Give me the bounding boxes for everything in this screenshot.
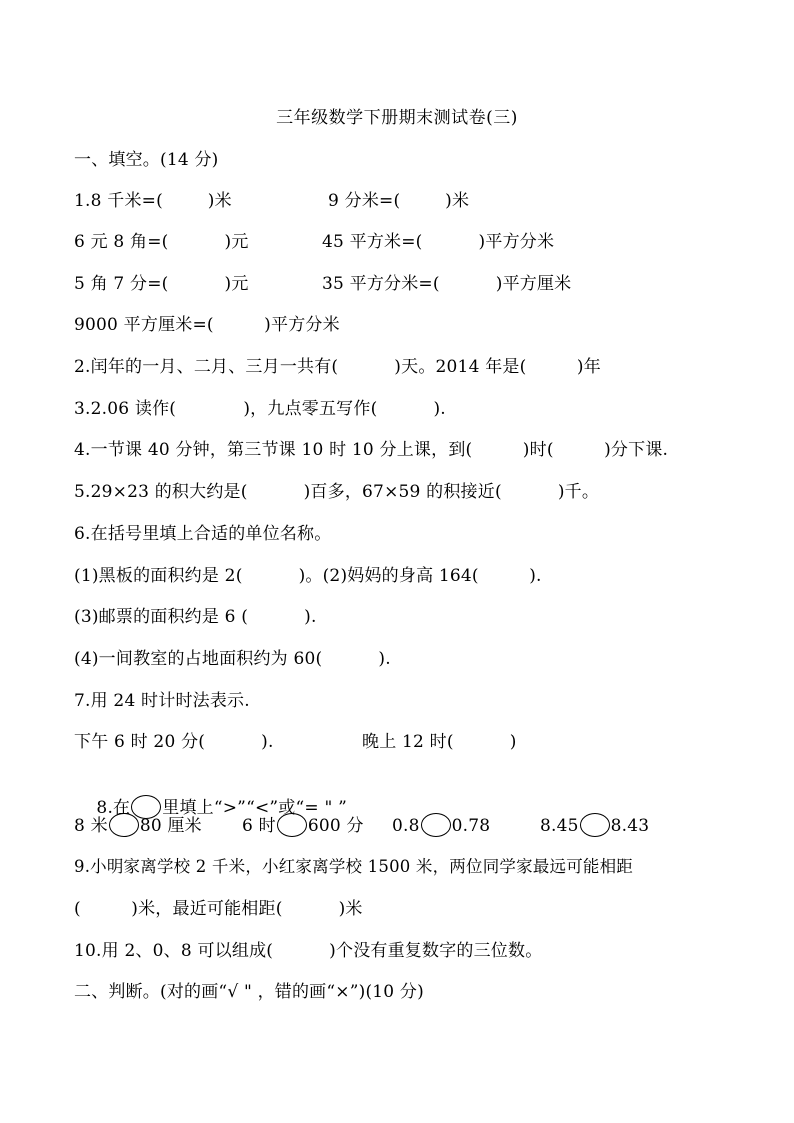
q8-item-3-right: 0.78 xyxy=(451,816,491,836)
section1-heading: 一、填空。(14 分) xyxy=(74,150,219,170)
section2-heading: 二、判断。(对的画“√ " ，错的画“×”)(10 分) xyxy=(74,982,424,1002)
compare-circle-icon[interactable] xyxy=(277,813,307,837)
q8-stem-after: 里填上“>”“<”或“= " ” xyxy=(162,798,347,818)
q1-row1-left: 1.8 千米=( )米 xyxy=(74,191,232,211)
q7-left: 下午 6 时 20 分( ). xyxy=(74,732,274,752)
q1-row2-left: 6 元 8 角=( )元 xyxy=(74,232,249,252)
q1-row2-right: 45 平方米=( )平方分米 xyxy=(322,232,555,252)
q7-stem: 7.用 24 时计时法表示. xyxy=(74,691,250,711)
q8-item-1 xyxy=(74,814,202,839)
q6-line1: (1)黑板的面积约是 2( )。(2)妈妈的身高 164( ). xyxy=(74,566,542,586)
q5-text: 5.29×23 的积大约是( )百多，67×59 的积接近( )千。 xyxy=(74,482,600,502)
q8-item-1-left: 8 米 xyxy=(74,816,108,836)
q10-text: 10.用 2、0、8 可以组成( )个没有重复数字的三位数。 xyxy=(74,941,543,961)
q1-row3-left: 5 角 7 分=( )元 xyxy=(74,274,249,294)
q6-line3: (4)一间教室的占地面积约为 60( ). xyxy=(74,649,391,669)
q1-row1-right: 9 分米=( )米 xyxy=(328,191,470,211)
q8-item-2-left: 6 时 xyxy=(242,816,276,836)
compare-circle-icon[interactable] xyxy=(580,813,610,837)
q8-item-4-right: 8.43 xyxy=(610,816,650,836)
q2-text: 2.闰年的一月、二月、三月一共有( )天。2014 年是( )年 xyxy=(74,357,601,377)
q8-item-1-right: 80 厘米 xyxy=(139,816,202,836)
q8-item-2 xyxy=(242,814,364,839)
q9-line1: 9.小明家离学校 2 千米，小红家离学校 1500 米，两位同学家最远可能相距 xyxy=(74,857,634,876)
q8-stem xyxy=(74,772,347,818)
q6-line2: (3)邮票的面积约是 6 ( ). xyxy=(74,607,317,627)
q8-item-3-left: 0.8 xyxy=(392,816,420,836)
q6-stem: 6.在括号里填上合适的单位名称。 xyxy=(74,524,332,544)
q8-items xyxy=(74,814,650,838)
q1-row3 xyxy=(74,272,572,296)
page-title: 三年级数学下册期末测试卷(三) xyxy=(276,108,518,128)
compare-circle-icon[interactable] xyxy=(421,813,451,837)
compare-circle-icon[interactable] xyxy=(109,813,139,837)
q8-stem-before: 8.在 xyxy=(96,798,131,818)
q3-text: 3.2.06 读作( )，九点零五写作( ). xyxy=(74,399,446,419)
q1-row2 xyxy=(74,230,555,254)
q7-right: 晚上 12 时( ) xyxy=(362,732,517,752)
q8-item-4-left: 8.45 xyxy=(540,816,579,836)
q1-row4: 9000 平方厘米=( )平方分米 xyxy=(74,315,340,335)
q1-row1 xyxy=(74,189,470,213)
q4-text: 4.一节课 40 分钟，第三节课 10 时 10 分上课，到( )时( )分下课. xyxy=(74,440,669,460)
q7-answers xyxy=(74,730,517,754)
q1-row3-right: 35 平方分米=( )平方厘米 xyxy=(322,274,572,294)
q8-item-3 xyxy=(392,814,490,839)
q8-item-2-right: 600 分 xyxy=(307,816,364,836)
q9-line2: ( )米，最近可能相距( )米 xyxy=(74,899,363,919)
q8-item-4 xyxy=(540,814,649,839)
